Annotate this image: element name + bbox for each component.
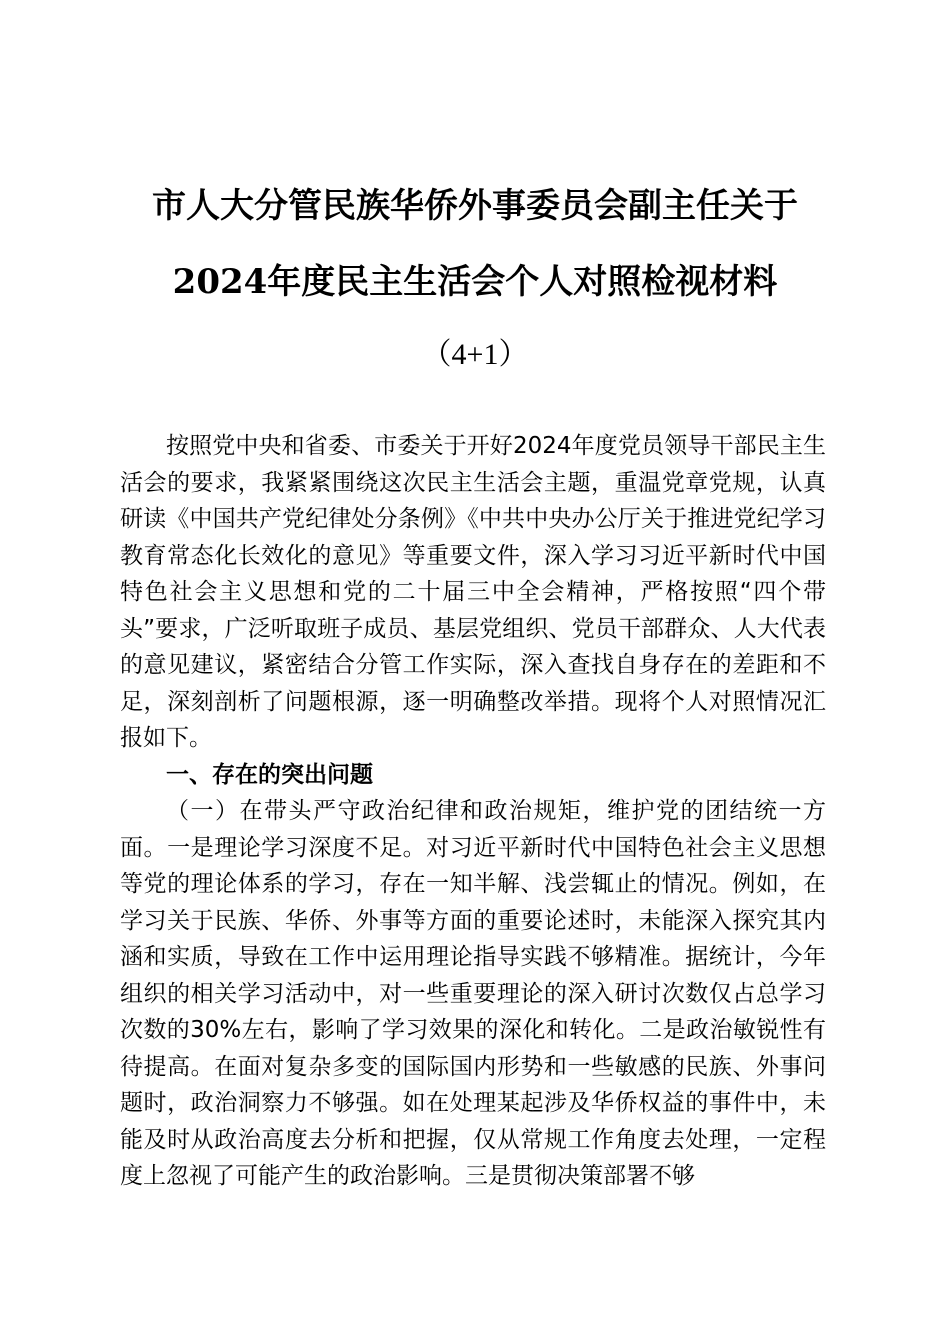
section-1-heading: 一、存在的突出问题 bbox=[166, 761, 373, 788]
title-line-3: （4+1） bbox=[421, 338, 529, 371]
title-line-1: 市人大分管民族华侨外事委员会副主任关于 bbox=[152, 186, 798, 226]
document-body bbox=[120, 428, 826, 1195]
title-line-2: 2024年度民主生活会个人对照检视材料 bbox=[172, 262, 778, 302]
section-1-paragraph-1: （一）在带头严守政治纪律和政治规矩，维护党的团结统一方面。一是理论学习深度不足。对习近平新时代中国特色社会主义思想等党的理论体系的学习，存在一知半解、浅尝辄止的情况。例如，在学习关于民族、华侨、外事等方面的重要论述时，未能深入探究其内涵和实质，导致在工作中运用理论指导实践不够精准。据统计，今年组织的相关学习活动中，对一些重要理论的深入研讨次数仅占总学习次数的30%左右，影响了学习效果的深化和转化。二是政治敏锐性有待提高。在面对复杂多变的国际国内形势和一些敏感的民族、外事问题时，政治洞察力不够强。如在处理某起涉及华侨权益的事件中，未能及时从政治高度去分析和把握，仅从常规工作角度去处理，一定程度上忽视了可能产生的政治影响。三是贯彻决策部署不够 bbox=[120, 798, 826, 1189]
intro-paragraph: 按照党中央和省委、市委关于开好2024年度党员领导干部民主生活会的要求，我紧紧围绕这次民主生活会主题，重温党章党规，认真研读《中国共产党纪律处分条例》《中共中央办公厅关于推进党纪学习教育常态化长效化的意见》等重要文件，深入学习习近平新时代中国特色社会主义思想和党的二十届三中全会精神，严格按照“四个带头”要求，广泛听取班子成员、基层党组织、党员干部群众、人大代表的意见建议，紧密结合分管工作实际，深入查找自身存在的差距和不足，深刻剖析了问题根源，逐一明确整改举措。现将个人对照情况汇报如下。 bbox=[120, 433, 826, 751]
document-title bbox=[100, 168, 850, 390]
